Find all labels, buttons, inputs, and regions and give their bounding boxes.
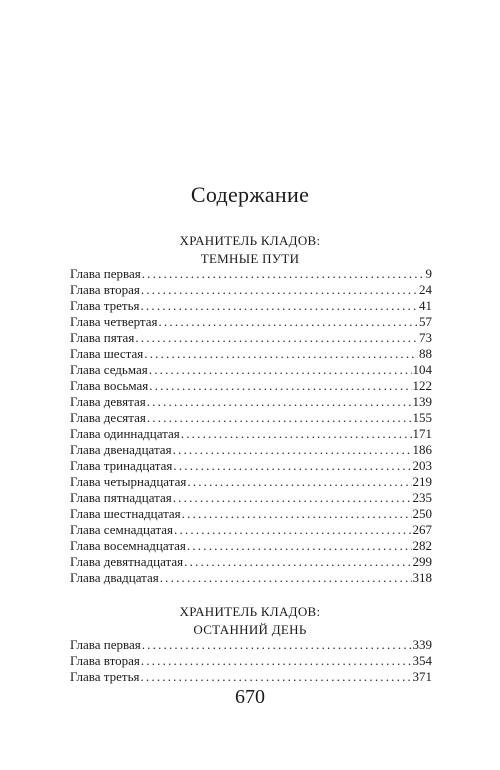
toc-entry-page: 57: [419, 314, 432, 329]
section-heading-dark-paths: [0, 232, 500, 268]
toc-entry-label: Глава пятая: [70, 330, 135, 345]
toc-entry: [70, 570, 432, 586]
toc-entry-page: 299: [412, 554, 432, 569]
toc-entry-page: 318: [412, 570, 432, 585]
dot-leader: [135, 330, 418, 346]
page-title: Содержание: [190, 182, 310, 207]
toc-entry-label: Глава третья: [70, 669, 140, 684]
toc-entry-label: Глава первая: [70, 637, 141, 652]
toc-entry-page: 73: [419, 330, 432, 345]
toc-entry-page: 88: [419, 346, 432, 361]
toc-entry-label: Глава четырнадцатая: [70, 474, 187, 489]
toc-entry-label: Глава восемнадцатая: [70, 538, 186, 553]
toc-entry-label: Глава пятнадцатая: [70, 490, 172, 505]
dot-leader: [182, 506, 412, 522]
section-heading-line1: ХРАНИТЕЛЬ КЛАДОВ:: [179, 233, 321, 248]
toc-entry: [70, 330, 432, 346]
toc-entry-label: Глава третья: [70, 298, 140, 313]
dot-leader: [142, 266, 425, 282]
dot-leader: [187, 474, 411, 490]
toc-list-dark-paths: [70, 266, 432, 586]
dot-leader: [147, 410, 412, 426]
toc-entry: [70, 426, 432, 442]
toc-entry-page: 235: [412, 490, 432, 505]
toc-entry-page: 104: [412, 362, 432, 377]
toc-entry: [70, 378, 432, 394]
toc-entry: [70, 653, 432, 669]
section-heading-last-day: [0, 603, 500, 639]
toc-entry: [70, 282, 432, 298]
toc-entry-page: 9: [425, 266, 432, 281]
toc-entry-label: Глава первая: [70, 266, 141, 281]
toc-entry: [70, 314, 432, 330]
toc-entry: [70, 538, 432, 554]
dot-leader: [144, 346, 418, 362]
toc-entry: [70, 474, 432, 490]
toc-entry-page: 371: [412, 669, 432, 684]
toc-entry-page: 186: [412, 442, 432, 457]
dot-leader: [140, 669, 411, 685]
toc-entry-page: 24: [419, 282, 432, 297]
dot-leader: [142, 637, 412, 653]
toc-entry-label: Глава вторая: [70, 653, 140, 668]
toc-entry-label: Глава девятнадцатая: [70, 554, 184, 569]
toc-entry-label: Глава десятая: [70, 410, 146, 425]
toc-entry: [70, 669, 432, 685]
toc-entry: [70, 490, 432, 506]
dot-leader: [141, 653, 412, 669]
toc-entry-page: 203: [412, 458, 432, 473]
toc-entry-label: Глава двенадцатая: [70, 442, 172, 457]
dot-leader: [147, 394, 412, 410]
dot-leader: [141, 282, 418, 298]
toc-entry-page: 250: [412, 506, 432, 521]
toc-entry-page: 171: [412, 426, 432, 441]
toc-list-last-day: [70, 637, 432, 685]
toc-entry-page: 354: [412, 653, 432, 668]
toc-entry: [70, 410, 432, 426]
toc-entry: [70, 637, 432, 653]
toc-entry-page: 339: [412, 637, 432, 652]
dot-leader: [159, 314, 418, 330]
toc-entry-label: Глава девятая: [70, 394, 146, 409]
toc-entry-page: 219: [412, 474, 432, 489]
dot-leader: [174, 522, 411, 538]
toc-entry-label: Глава тринадцатая: [70, 458, 173, 473]
toc-entry-label: Глава семнадцатая: [70, 522, 174, 537]
toc-entry-page: 155: [412, 410, 432, 425]
dot-leader: [173, 442, 412, 458]
dot-leader: [160, 570, 412, 586]
toc-entry: [70, 362, 432, 378]
toc-entry-label: Глава шестнадцатая: [70, 506, 181, 521]
toc-entry: [70, 458, 432, 474]
dot-leader: [149, 362, 412, 378]
dot-leader: [140, 298, 418, 314]
section-heading-line2: ОСТАННИЙ ДЕНЬ: [193, 622, 307, 637]
toc-entry-label: Глава двадцатая: [70, 570, 159, 585]
toc-entry-label: Глава восьмая: [70, 378, 149, 393]
toc-entry-label: Глава вторая: [70, 282, 140, 297]
section-heading-line1: ХРАНИТЕЛЬ КЛАДОВ:: [179, 604, 321, 619]
toc-entry: [70, 298, 432, 314]
toc-entry-page: 267: [412, 522, 432, 537]
toc-entry: [70, 522, 432, 538]
toc-entry: [70, 346, 432, 362]
dot-leader: [181, 426, 412, 442]
dot-leader: [187, 538, 412, 554]
toc-entry-page: 282: [412, 538, 432, 553]
toc-entry: [70, 442, 432, 458]
section-heading-line2: ТЕМНЫЕ ПУТИ: [200, 251, 300, 266]
toc-entry-page: 122: [412, 378, 432, 393]
page-number: 670: [235, 686, 265, 708]
toc-entry-label: Глава одиннадцатая: [70, 426, 180, 441]
toc-entry: [70, 266, 432, 282]
dot-leader: [184, 554, 411, 570]
dot-leader: [173, 490, 412, 506]
toc-entry-page: 41: [419, 298, 432, 313]
dot-leader: [173, 458, 411, 474]
toc-entry: [70, 554, 432, 570]
toc-entry-page: 139: [412, 394, 432, 409]
toc-entry-label: Глава четвертая: [70, 314, 158, 329]
toc-entry: [70, 394, 432, 410]
dot-leader: [149, 378, 411, 394]
toc-entry-label: Глава шестая: [70, 346, 144, 361]
toc-entry: [70, 506, 432, 522]
toc-entry-label: Глава седьмая: [70, 362, 148, 377]
